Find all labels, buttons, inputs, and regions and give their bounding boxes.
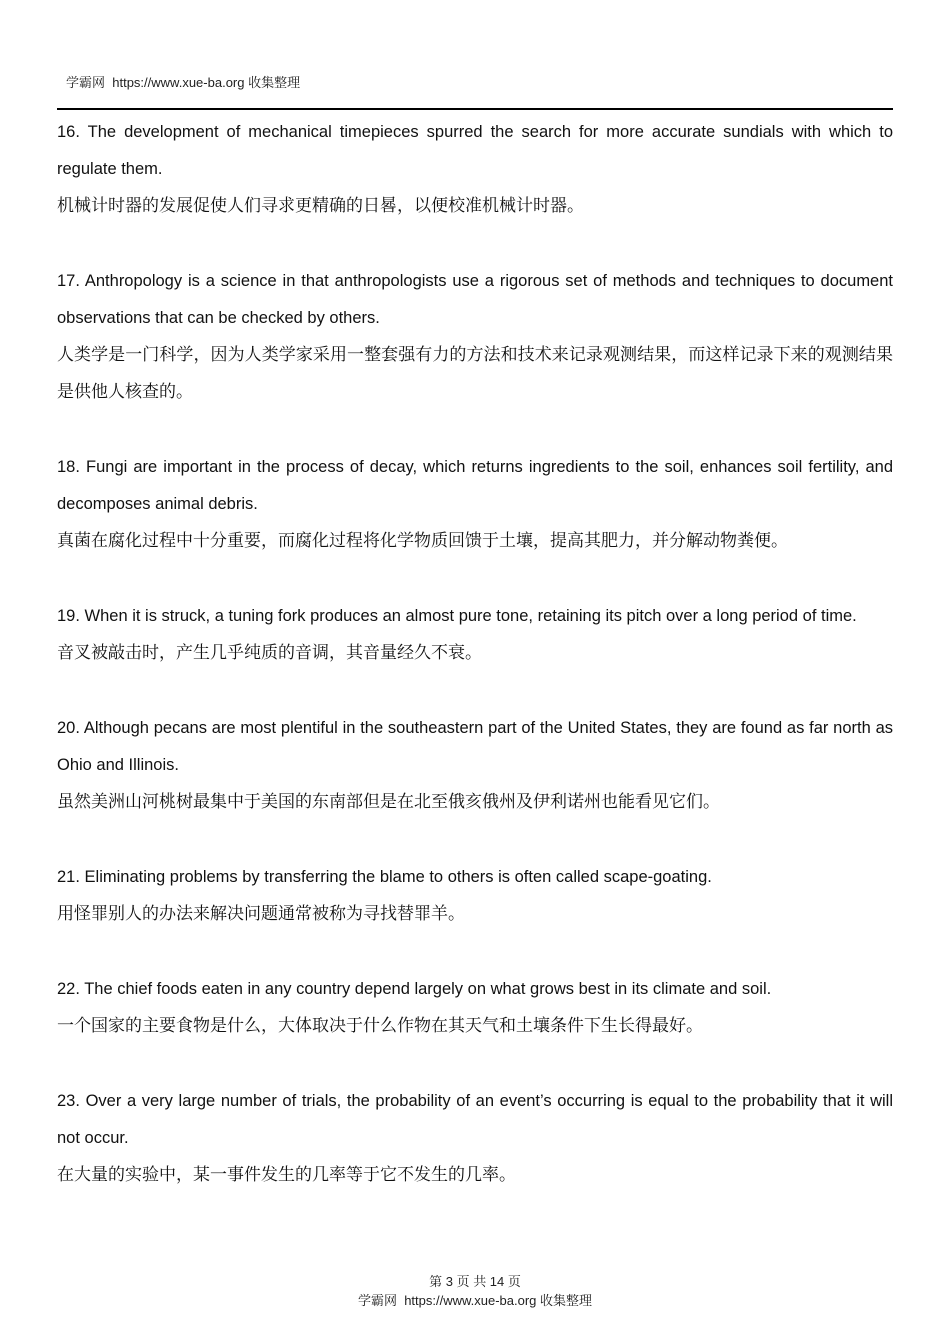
sentence-item xyxy=(57,114,893,225)
english-sentence: 17. Anthropology is a science in that anthropologists use a rigorous set of methods and techniques to document observations that can be checked by others. xyxy=(57,272,893,327)
sentence-item xyxy=(57,710,893,821)
header-url[interactable]: https://www.xue-ba.org xyxy=(112,75,245,90)
sentence-item xyxy=(57,263,893,411)
sentence-item xyxy=(57,1083,893,1194)
english-sentence: 18. Fungi are important in the process of decay, which returns ingredients to the soil, enhances soil fertility, and decomposes animal debris. xyxy=(57,458,893,513)
sentence-item xyxy=(57,859,893,933)
sentence-item xyxy=(57,971,893,1045)
footer-suffix: 收集整理 xyxy=(540,1293,593,1308)
english-sentence: 16. The development of mechanical timepieces spurred the search for more accurate sundials with which to regulate them. xyxy=(57,123,893,178)
document-body xyxy=(57,114,893,1232)
page-number: 第 3 页 共 14 页 xyxy=(429,1274,521,1289)
footer-site: 学霸网 xyxy=(357,1293,397,1308)
sentence-item xyxy=(57,449,893,560)
chinese-translation: 机械计时器的发展促使人们寻求更精确的日晷，以便校准机械计时器。 xyxy=(57,196,584,216)
chinese-translation: 虽然美洲山河桃树最集中于美国的东南部但是在北至俄亥俄州及伊利诺州也能看见它们。 xyxy=(57,792,720,812)
header-divider xyxy=(57,108,893,110)
sentence-item xyxy=(57,598,893,672)
chinese-translation: 一个国家的主要食物是什么，大体取决于什么作物在其天气和土壤条件下生长得最好。 xyxy=(57,1016,703,1036)
chinese-translation: 用怪罪别人的办法来解决问题通常被称为寻找替罪羊。 xyxy=(57,904,465,924)
english-sentence: 23. Over a very large number of trials, the probability of an event’s occurring is equal to the probability that it will not occur. xyxy=(57,1092,893,1147)
english-sentence: 20. Although pecans are most plentiful in the southeastern part of the United States, they are found as far north as Ohio and Illinois. xyxy=(57,719,893,774)
page-header xyxy=(66,72,300,91)
english-sentence: 21. Eliminating problems by transferring the blame to others is often called scape-goating. xyxy=(57,868,712,886)
chinese-translation: 真菌在腐化过程中十分重要，而腐化过程将化学物质回馈于土壤，提高其肥力，并分解动物粪便。 xyxy=(57,531,788,551)
chinese-translation: 在大量的实验中，某一事件发生的几率等于它不发生的几率。 xyxy=(57,1165,516,1185)
chinese-translation: 音叉被敲击时，产生几乎纯质的音调，其音量经久不衰。 xyxy=(57,643,482,663)
english-sentence: 19. When it is struck, a tuning fork produces an almost pure tone, retaining its pitch over a long period of time. xyxy=(57,607,857,625)
page-footer xyxy=(0,1290,950,1309)
header-site: 学霸网 xyxy=(66,75,106,90)
footer-url[interactable]: https://www.xue-ba.org xyxy=(404,1293,537,1308)
chinese-translation: 人类学是一门科学，因为人类学家采用一整套强有力的方法和技术来记录观测结果，而这样记录下来的观测结果是供他人核查的。 xyxy=(57,345,893,402)
english-sentence: 22. The chief foods eaten in any country depend largely on what grows best in its climate and soil. xyxy=(57,980,772,998)
header-suffix: 收集整理 xyxy=(248,75,301,90)
